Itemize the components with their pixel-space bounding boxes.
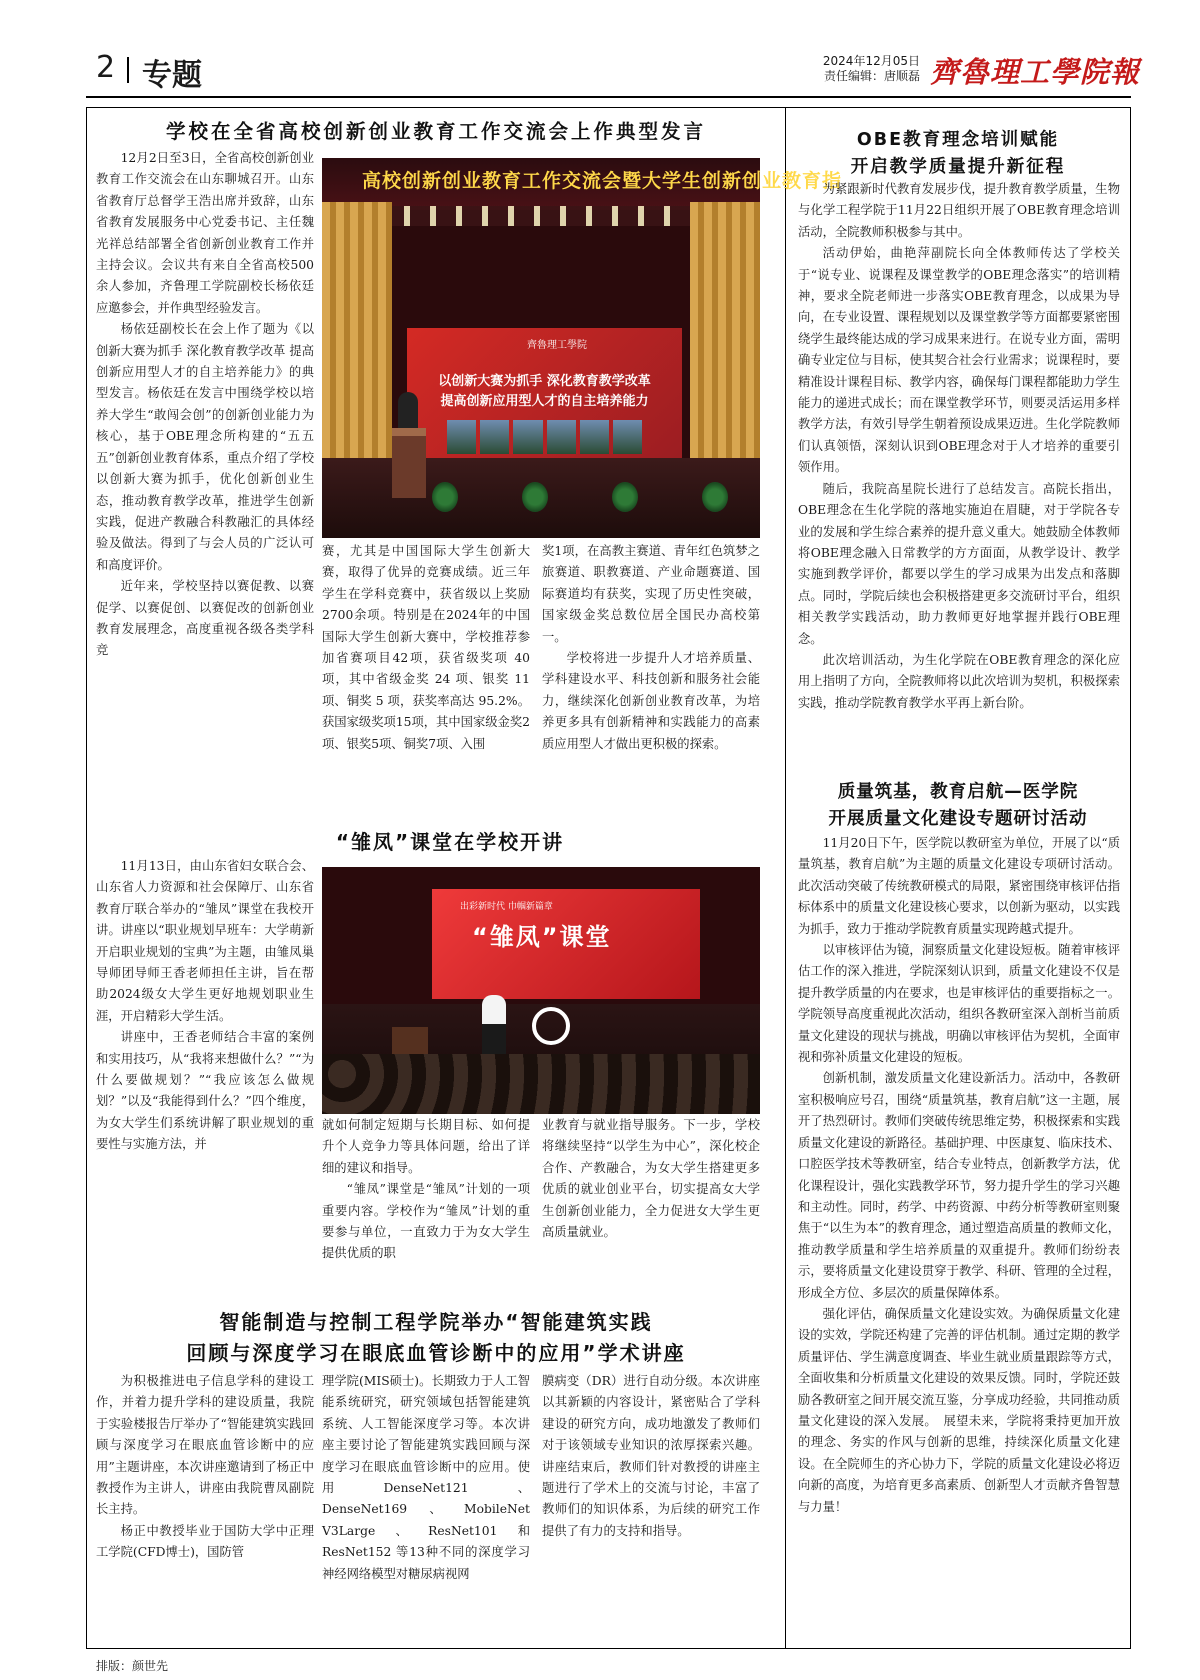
article-body-column [96, 1371, 314, 1564]
issue-info [820, 54, 920, 84]
article-title: OBE教育理念培训赋能 [856, 130, 1060, 150]
paragraph: 11月13日，由山东省妇女联合会、山东省人力资源和社会保障厅、山东省教育厅联合举办的“雏凤”课堂在我校开讲。讲座以“职业规划早班车：大学萌新开启职业规划的宝典”为主题，由雏凤巢导师团导师王香老师担任主讲，旨在帮助2024级女大学生更好地规划职业生涯，开启精彩大学生活。 [96, 859, 314, 1023]
layout-credit: 排版：颜世先 [96, 1659, 169, 1673]
article-body-column [96, 856, 314, 1156]
article-body-column [322, 1371, 530, 1585]
screen-photo-strip [447, 420, 642, 454]
plant [432, 482, 458, 512]
paragraph: 学校将进一步提升人才培养质量、学科建设水平、科技创新和服务社会能力，继续深化创新创业教育改革，为培养更多具有创新精神和实践能力的高素质应用型人才做出更积极的探索。 [542, 651, 760, 751]
article-body-column [322, 541, 530, 755]
paragraph: 赛，尤其是中国国际大学生创新大赛，取得了优异的竞赛成绩。近三年学生在学科竞赛中，获省级以上奖励2700余项。特别是在2024年的中国国际大学生创新大赛中，学校推荐参加省赛项目42项，获省级奖项 40 项，其中省级金奖 24 项、银奖 11 项、铜奖 5 项，获奖率高达 95.2%。获国家级奖项15项，其中国家级金奖2项、银奖5项、铜奖7项、入围 [322, 544, 530, 751]
curtain-left [322, 202, 392, 458]
screen-logo: 齊魯理工學院 [527, 340, 587, 351]
article-title: 回顾与深度学习在眼底血管诊断中的应用”学术讲座 [186, 1341, 686, 1365]
paragraph: 活动伊始，曲艳萍副院长向全体教师传达了学校关于“说专业、说课程及课堂教学的OBE理念落实”的培训精神，要求全院老师进一步落实OBE教育理念，以成果为导向，在专业设置、课程规划以及课堂教学等方面都要紧密围绕学生最终能达成的学习成果来进行。在说专业方面，需明确专业定位与目标，使其契合社会行业需求；说课程时，要精准设计课程目标、教学内容，确保每门课程都能助力学生能力的递进式成长；而在课堂教学环节，则要灵活运用多样教学方法，有效引导学生朝着预设成果迈进。生化学院教师们认真领悟，深刻认识到OBE理念对于人才培养的重要引领作用。 [798, 246, 1120, 475]
article-body-column [322, 1115, 530, 1265]
paragraph: 膜病变（DR）进行自动分级。本次讲座以其新颖的内容设计，紧密贴合了学科建设的研究方向，成功地激发了教师们对于该领域专业知识的浓厚探索兴趣。讲座结束后，教师们针对教授的讲座主题进行了学术上的交流与讨论，丰富了教师们的知识体系，为后续的研究工作提供了有力的支持和指导。 [542, 1374, 760, 1538]
paragraph: 12月2日至3日，全省高校创新创业教育工作交流会在山东聊城召开。山东省教育厅总督学王浩出席并致辞，山东省教育发展服务中心党委书记、主任魏光祥总结部署全省创新创业教育工作并主持会议。会议共有来自全省高校500余人参加，齐鲁理工学院副校长杨依廷应邀参会，并作典型经验发言。 [96, 151, 314, 315]
screen-title: “雏凤”课堂 [472, 923, 612, 951]
article-title: 开展质量文化建设专题研讨活动 [828, 809, 1088, 829]
article-body-column [542, 541, 760, 755]
paragraph: 为积极推进电子信息学科的建设工作，并着力提升学科的建设质量，我院于实验楼报告厅举办了“智能建筑实践回顾与深度学习在眼底血管诊断中的应用”主题讲座，本次讲座邀请到了杨正中教授作为主讲人，讲座由我院曹凤副院长主持。 [96, 1374, 314, 1517]
newspaper-masthead-logo: 齊魯理工學院報 [930, 55, 1141, 89]
audience [322, 1054, 760, 1114]
section-title: 专题 [142, 58, 202, 93]
curtain-right [690, 202, 760, 458]
paragraph: 此次培训活动，为生化学院在OBE教育理念的深化应用上指明了方向，全院教师将以此次培训为契机，积极探索实践，推动学院教育教学水平再上新台阶。 [798, 652, 1120, 710]
paragraph: 创新机制，激发质量文化建设新活力。活动中，各教研室积极响应号召，围绕“质量筑基，教育启航”这一主题，展开了热烈研讨。教师们突破传统思维定势，积极探索和实践质量文化建设的新路径。基础护理、中医康复、临床技术、口腔医学技术等教研室，结合专业特点，创新教学方法，优化课程设计，强化实践教学环节，努力提升学生的学习兴趣和主动性。同时，药学、中药资源、中药分析等教研室则聚焦于“以生为本”的教育理念，通过塑造高质量的教师文化，推动教学质量和学生培养质量的双重提升。教师们纷纷表示，要将质量文化建设贯穿于教学、科研、管理的全过程，形成全方位、多层次的质量保障体系。 [798, 1071, 1120, 1300]
header-divider [127, 57, 129, 83]
paragraph: 以审核评估为镜，洞察质量文化建设短板。随着审核评估工作的深入推进，学院深刻认识到，质量文化建设不仅是提升教学质量的内在要求，也是审核评估的重要指标之一。学院领导高度重视此次活动，组织各教研室深入剖析当前质量文化建设的现状与挑战，明确以审核评估为契机，全面审视和弥补质量文化建设的短板。 [798, 943, 1120, 1065]
conference-photo [322, 158, 843, 538]
paragraph: “雏凤”课堂是“雏凤”计划的一项重要内容。学校作为“雏凤”计划的重要参与单位，一直致力于为女大学生提供优质的职 [322, 1182, 530, 1261]
paragraph: 讲座中，王香老师结合丰富的案例和实用技巧，从“我将来想做什么？”“为什么要做规划？”“我应该怎么做规划？”以及“我能得到什么？”四个维度，为女大学生们系统讲解了职业规划的重要性与实施方法，并 [96, 1030, 314, 1152]
paragraph: 杨正中教授毕业于国防大学中正理工学院(CFD博士)，国防管 [96, 1523, 314, 1560]
paragraph: 就如何制定短期与长期目标、如何提升个人竞争力等具体问题，给出了详细的建议和指导。 [322, 1118, 530, 1175]
article-body-column [798, 179, 1120, 714]
article-body-column [798, 833, 1120, 1518]
plant [522, 482, 548, 512]
paragraph: 奖1项，在高教主赛道、青年红色筑梦之旅赛道、职教赛道、产业命题赛道、国际赛道均有获奖，实现了历史性突破，国家级金奖总数位居全国民办高校第一。 [542, 544, 760, 644]
paragraph: 随后，我院高星院长进行了总结发言。高院长指出，OBE理念在生化学院的落地实施迫在眉睫，对于学院各专业的发展和学生综合素养的提升意义重大。她鼓励全体教师将OBE理念融入日常教学的方方面面，从教学设计、教学实施到教学评价，都要以学生的学习成果为出发点和落脚点。同时，学院后续也会积极搭建更多交流研讨平台，组织相关教学实践活动，助力教师更好地掌握并践行OBE理念。 [798, 481, 1120, 646]
screen-text: 以创新大赛为抓手 深化教育教学改革 [438, 374, 651, 389]
article-body-column [542, 1115, 760, 1243]
header-rule [86, 96, 1131, 98]
paragraph: 近年来，学校坚持以赛促教、以赛促学、以赛促创、以赛促改的创新创业教育发展理念，高度重视各级各类学科竞 [96, 579, 314, 658]
projection-screen [407, 328, 682, 468]
paragraph: 为紧跟新时代教育发展步伐，提升教育教学质量，生物与化学工程学院于11月22日组织开展了OBE教育理念培训活动，全院教师积极参与其中。 [798, 182, 1120, 239]
ring-light [532, 1007, 570, 1045]
article-title: 智能制造与控制工程学院举办“智能建筑实践 [219, 1310, 653, 1334]
plant [702, 482, 728, 512]
paragraph: 业教育与就业指导服务。下一步，学校将继续坚持“以学生为中心”，深化校企合作、产教融合，为女大学生搭建更多优质的就业创业平台，切实提高女大学生创新创业能力，全力促进女大学生更高质量就业。 [542, 1118, 760, 1240]
podium [392, 428, 426, 498]
speaker-figure [398, 392, 418, 432]
screen-text: 提高创新应用型人才的自主培养能力 [440, 394, 649, 409]
paragraph: 强化评估，确保质量文化建设实效。为确保质量文化建设的实效，学院还构建了完善的评估机制。通过定期的教学质量评估、学生满意度调查、毕业生就业质量跟踪等方式，全面收集和分析质量文化建设的效果反馈。同时，学院还鼓励各教研室之间开展交流互鉴，分享成功经验，共同推动质量文化建设的深入发展。 展望未来，学院将秉持更加开放的理念、务实的作风与创新的思维，持续深化质量文化建设。在全院师生的齐心协力下，学院的质量文化建设必将迈向新的高度，为培育更多高素质、创新型人才贡献齐鲁智慧与力量！ [798, 1306, 1120, 1514]
article-body-column [96, 148, 314, 662]
article-body-column [542, 1371, 760, 1542]
column-divider [785, 107, 786, 1649]
projection-screen [432, 889, 700, 999]
lecture-photo [322, 867, 760, 1114]
article-title: 开启教学质量提升新征程 [850, 157, 1066, 177]
article-title: “雏凤”课堂在学校开讲 [335, 830, 565, 854]
editor-credit: 责任编辑：唐顺磊 [823, 69, 920, 83]
page-number: 2 [96, 50, 116, 85]
photo-banner-text: 高校创新创业教育工作交流会暨大学生创新创业教育指 [322, 158, 760, 210]
plant [612, 482, 638, 512]
article-title: 学校在全省高校创新创业教育工作交流会上作典型发言 [165, 120, 706, 143]
screen-text: 出彩新时代 巾帼新篇章 [460, 902, 553, 912]
article-title: 质量筑基，教育启航—医学院 [837, 782, 1079, 802]
speaker-figure [482, 995, 506, 1059]
paragraph: 杨依廷副校长在会上作了题为《以创新大赛为抓手 深化教育教学改革 提高创新应用型人才的自主培养能力》的典型发言。杨依廷在发言中围绕学校以培养大学生“敢闯会创”的创新创业能力为核心，基于OBE理念所构建的“五五五”创新创业教育体系，重点介绍了学校以创新大赛为抓手，优化创新创业生态，推动教育教学改革，推进学生创新实践，促进产教融合科教融汇的具体经验及做法。得到了与会人员的广泛认可和高度评价。 [96, 322, 314, 572]
issue-date: 2024年12月05日 [822, 54, 920, 68]
paragraph: 11月20日下午，医学院以教研室为单位，开展了以“质量筑基，教育启航”为主题的质量文化建设专项研讨活动。此次活动突破了传统教研模式的局限，紧密围绕审核评估指标体系中的质量文化建设核心要求，以创新为驱动，以实践为抓手，致力于推动学院教育质量实现跨越式提升。 [798, 836, 1120, 936]
paragraph: 理学院(MIS硕士)。长期致力于人工智能系统研究，研究领域包括智能建筑系统、人工智能深度学习等。本次讲座主要讨论了智能建筑实践回顾与深度学习在眼底血管诊断中的应用。使用DenseNet121、 DenseNet169、MobileNet V3Large、ResNet101和ResNet152 等13种不同的深度学习神经网络模型对糖尿病视网 [322, 1374, 530, 1581]
